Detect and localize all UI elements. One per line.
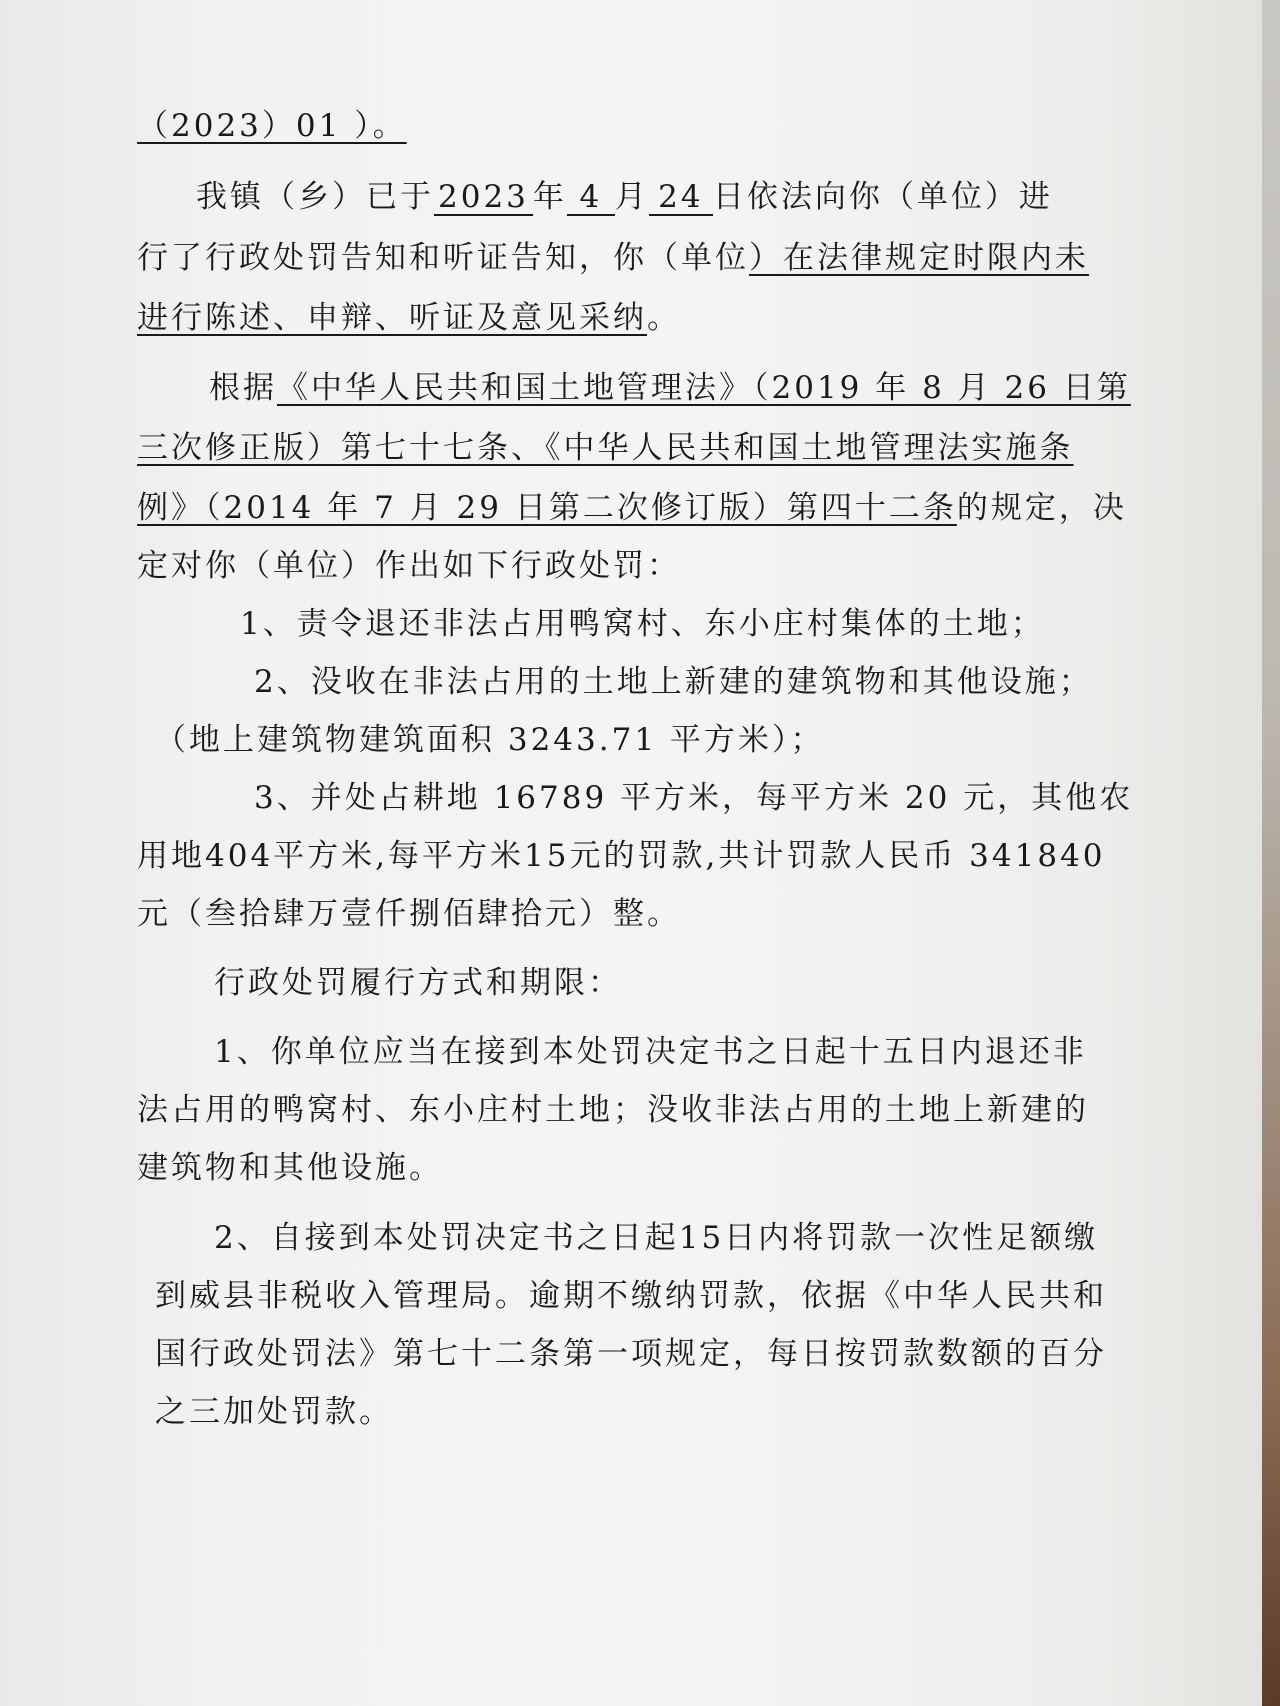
text-line xyxy=(155,1334,1107,1374)
text-segment: 国行政处罚法》第七十二条第一项规定，每日按罚款数额的百分 xyxy=(155,1336,1107,1372)
notice-year: 2023 xyxy=(434,180,533,216)
case-number: （2023）01 ）。 xyxy=(137,108,407,144)
fine-amount-line xyxy=(137,836,1106,876)
text-line xyxy=(137,546,681,586)
text-segment: 。 xyxy=(647,300,681,336)
text-segment: 月 xyxy=(614,179,649,215)
underlined-segment: ）在法律规定时限内未 xyxy=(749,240,1089,276)
text-segment: 年 xyxy=(532,179,567,215)
text-segment: 1、责令退还非法占用鸭窝村、东小庄村集体的土地； xyxy=(240,606,1045,642)
law-citation: 例》（2014 年 7 月 29 日第二次修订版）第四十二条 xyxy=(137,490,957,526)
penalty-item-3 xyxy=(254,778,1133,818)
text-segment: 根据 xyxy=(209,370,277,406)
performance-item-2 xyxy=(214,1218,1098,1258)
fine-amount-words xyxy=(137,894,681,934)
underlined-segment: 进行陈述、申辩、听证及意见采纳 xyxy=(137,300,647,336)
text-segment: 我镇（乡）已于 xyxy=(196,179,434,215)
text-segment: 用地404平方米,每平方米15元的罚款,共计罚款人民币 341840 xyxy=(137,838,1106,874)
text-segment: 日依法向你（单位）进 xyxy=(712,179,1053,215)
law-citation: 《中华人民共和国土地管理法》（2019 年 8 月 26 日第 xyxy=(277,370,1131,406)
text-segment: 法占用的鸭窝村、东小庄村土地；没收非法占用的土地上新建的 xyxy=(137,1092,1089,1128)
text-line xyxy=(137,1090,1089,1130)
text-line xyxy=(137,1148,443,1188)
text-segment: 建筑物和其他设施。 xyxy=(137,1150,443,1186)
text-segment: 2、自接到本处罚决定书之日起15日内将罚款一次性足额缴 xyxy=(214,1220,1099,1256)
text-segment: 3、并处占耕地 16789 平方米，每平方米 20 元，其他农 xyxy=(254,780,1134,816)
text-segment: 2、没收在非法占用的土地上新建的建筑物和其他设施； xyxy=(254,664,1093,700)
background-edge xyxy=(1262,0,1280,1706)
penalty-item-2 xyxy=(254,662,1093,702)
text-segment: 1、你单位应当在接到本处罚决定书之日起十五日内退还非 xyxy=(214,1034,1087,1070)
text-line xyxy=(137,238,1089,278)
law-citation: 三次修正版）第七十七条、《中华人民共和国土地管理法实施条 xyxy=(137,430,1074,466)
legal-basis-line xyxy=(137,428,1074,468)
notice-month: 4 xyxy=(567,180,615,216)
text-segment: 的规定，决 xyxy=(956,490,1127,526)
notice-date-line xyxy=(196,177,1053,217)
text-line xyxy=(137,298,681,338)
text-segment: 定对你（单位）作出如下行政处罚： xyxy=(137,548,681,584)
text-segment: 行了行政处罚告知和听证告知，你（单位 xyxy=(137,240,749,276)
text-segment: 之三加处罚款。 xyxy=(155,1394,393,1430)
text-segment: 到威县非税收入管理局。逾期不缴纳罚款，依据《中华人民共和 xyxy=(155,1278,1107,1314)
penalty-item-1 xyxy=(240,604,1045,644)
performance-item-1 xyxy=(214,1032,1087,1072)
text-line xyxy=(155,1392,393,1432)
legal-basis-line xyxy=(209,368,1131,408)
text-segment: 元（叁拾肆万壹仟捌佰肆拾元）整。 xyxy=(137,896,681,932)
building-area-line xyxy=(155,720,824,760)
legal-basis-line xyxy=(137,488,1127,528)
notice-day: 24 xyxy=(649,180,713,216)
section-heading xyxy=(214,963,622,1003)
text-segment: （地上建筑物建筑面积 3243.71 平方米）； xyxy=(155,722,825,758)
text-segment: 行政处罚履行方式和期限： xyxy=(214,965,622,1001)
case-number-line xyxy=(137,106,407,146)
text-line xyxy=(155,1276,1107,1316)
